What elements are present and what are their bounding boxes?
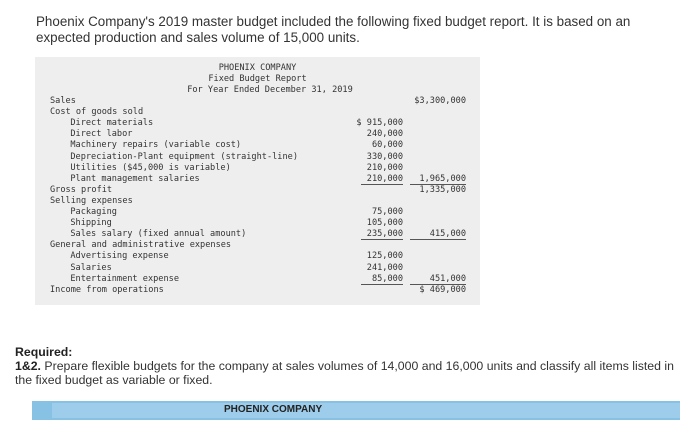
report-underline <box>361 239 403 240</box>
problem-intro: Phoenix Company's 2019 master budget included the following fixed budget report. It is based on an expected production and sales volume of 15,000 units. <box>36 14 631 45</box>
report-line-label: Direct materials <box>60 118 154 129</box>
report-title: Fixed Budget Report <box>208 74 307 84</box>
report-line-label: Salaries <box>60 262 112 273</box>
report-line-label: Cost of goods sold <box>50 107 144 118</box>
report-underline <box>410 284 466 285</box>
report-line-col1: 105,000 <box>366 218 403 229</box>
report-line-col1: 60,000 <box>371 140 403 151</box>
report-line-label: General and administrative expenses <box>50 240 232 251</box>
report-line-label: Income from operations <box>50 284 164 295</box>
answer-table-header <box>32 401 680 420</box>
report-line-col2: 415,000 <box>429 229 466 240</box>
report-underline <box>410 184 466 185</box>
report-line-col1: 125,000 <box>366 251 403 262</box>
report-line-col2: $ 469,000 <box>419 284 466 295</box>
report-line-col1: 240,000 <box>366 129 403 140</box>
report-underline <box>361 184 403 185</box>
report-underline <box>361 284 403 285</box>
report-line-label: Direct labor <box>60 129 133 140</box>
report-line-col2: 451,000 <box>429 273 466 284</box>
report-line-col1: 235,000 <box>366 229 403 240</box>
report-line-label: Machinery repairs (variable cost) <box>60 140 242 151</box>
report-line-col1: 210,000 <box>366 162 403 173</box>
report-line-label: Advertising expense <box>60 251 169 262</box>
answer-table-title: PHOENIX COMPANY <box>224 404 323 415</box>
report-line-col2: 1,965,000 <box>419 173 466 184</box>
report-line-label: Sales <box>50 96 76 106</box>
report-line-col1: 241,000 <box>366 262 403 273</box>
required-part: 1&2. <box>15 359 41 373</box>
report-line-col1: 75,000 <box>371 207 403 217</box>
report-line-col2: $3,300,000 <box>414 96 466 106</box>
report-underline <box>410 239 466 240</box>
report-line-label: Packaging <box>60 207 117 217</box>
report-line-label: Entertainment expense <box>60 273 179 284</box>
report-line-col1: 330,000 <box>366 151 403 162</box>
report-line-label: Shipping <box>60 218 112 229</box>
report-line-label: Selling expenses <box>50 195 133 206</box>
report-line-label: Sales salary (fixed annual amount) <box>60 229 247 240</box>
required-section <box>15 345 690 387</box>
required-heading: Required: <box>15 345 73 359</box>
report-line-col1: 210,000 <box>366 173 403 184</box>
required-text: Prepare flexible budgets for the company at sales volumes of 14,000 and 16,000 units and classify all items listed in the fixed budget as variable or fixed. <box>15 359 674 387</box>
report-company: PHOENIX COMPANY <box>218 63 297 73</box>
report-line-label: Utilities ($45,000 is variable) <box>60 162 231 173</box>
fixed-budget-report <box>35 57 480 305</box>
answer-table-header-cell <box>52 403 680 418</box>
report-period: For Year Ended December 31, 2019 <box>187 85 353 95</box>
report-line-col2: 1,335,000 <box>419 184 466 195</box>
report-line-label: Depreciation-Plant equipment (straight-line) <box>60 151 298 162</box>
report-line-label: Gross profit <box>50 184 113 195</box>
report-line-col1: 85,000 <box>371 273 403 284</box>
report-line-label: Plant management salaries <box>60 173 200 184</box>
report-line-col1: $ 915,000 <box>356 118 403 129</box>
